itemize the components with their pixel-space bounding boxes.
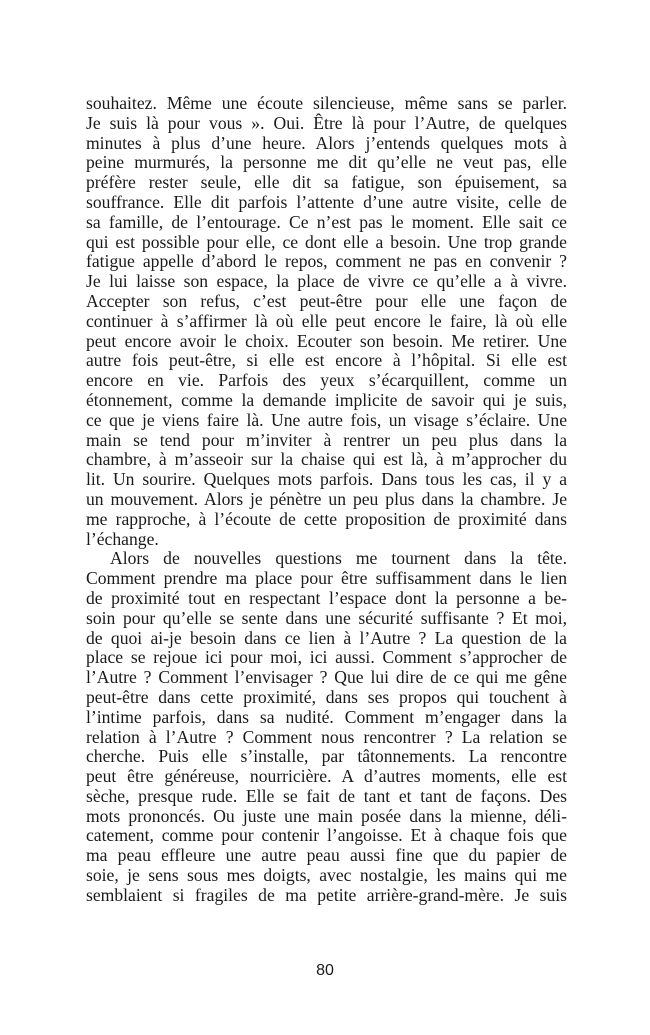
text-line: l’intime parfois, dans sa nudité. Comment m’engager dans la [86, 706, 567, 727]
text-line: Je suis là pour vous ». Oui. Être là pour l’Autre, de quelques [86, 112, 567, 133]
text-line: l’échange. [86, 528, 159, 549]
text-line: peut-être dans cette proximité, dans ses propos qui touchent à [86, 686, 567, 707]
text-line: sèche, presque rude. Elle se fait de tant et tant de façons. Des [86, 785, 567, 806]
text-line: main se tend pour m’inviter à rentrer un peu plus dans la [86, 429, 567, 450]
text-line: ma peau effleure une autre peau aussi fine que du papier de [86, 845, 567, 866]
text-line: encore en vie. Parfois des yeux s’écarquillent, comme un [86, 370, 567, 391]
text-line: peine murmurés, la personne me dit qu’elle ne veut pas, elle [86, 152, 567, 173]
text-line: souhaitez. Même une écoute silencieuse, même sans se parler. [86, 93, 567, 113]
text-line: Alors de nouvelles questions me tournent dans la tête. [110, 548, 567, 569]
text-line: préfère rester seule, elle dit sa fatigue, son épuisement, sa [86, 172, 567, 193]
text-line: Comment prendre ma place pour être suffisamment dans le lien [86, 568, 567, 589]
text-line: continuer à s’affirmer là où elle peut encore le faire, là où elle [86, 310, 567, 331]
text-line: lit. Un sourire. Quelques mots parfois. Dans tous les cas, il y a [86, 469, 567, 490]
text-line: fatigue appelle d’abord le repos, comment ne pas en convenir ? [86, 251, 567, 272]
text-line: l’Autre ? Comment l’envisager ? Que lui dire de ce qui me gêne [86, 667, 567, 688]
text-line: de quoi ai-je besoin dans ce lien à l’Autre ? La question de la [86, 627, 567, 648]
text-line: mots prononcés. Ou juste une main posée dans la mienne, déli- [86, 805, 567, 826]
text-line: semblaient si fragiles de ma petite arrière-grand-mère. Je suis [86, 884, 567, 905]
text-line: de proximité tout en respectant l’espace dont la personne a be- [86, 587, 567, 608]
text-line: chambre, à m’asseoir sur la chaise qui est là, à m’approcher du [86, 449, 567, 470]
page-number: 80 [316, 962, 334, 979]
text-line: ce que je viens faire là. Une autre fois, un visage s’éclaire. Une [86, 409, 567, 430]
text-line: peut encore avoir le choix. Ecouter son besoin. Me retirer. Une [86, 330, 567, 351]
text-line: Accepter son refus, c’est peut-être pour elle une façon de [86, 290, 567, 311]
text-line: sa famille, de l’entourage. Ce n’est pas le moment. Elle sait ce [86, 211, 567, 232]
text-line: Je lui laisse son espace, la place de vivre ce qu’elle a à vivre. [86, 271, 567, 292]
text-line: me rapproche, à l’écoute de cette proposition de proximité dans [86, 508, 567, 529]
text-line: autre fois peut-être, si elle est encore à l’hôpital. Si elle est [86, 350, 567, 371]
text-line: relation à l’Autre ? Comment nous rencontrer ? La relation se [86, 726, 567, 747]
text-line: place se rejoue ici pour moi, ici aussi. Comment s’approcher de [86, 647, 567, 668]
text-line: soin pour qu’elle se sente dans une sécurité suffisante ? Et moi, [86, 607, 567, 628]
text-line: cherche. Puis elle s’installe, par tâtonnements. La rencontre [86, 746, 567, 767]
text-line: peut être généreuse, nourricière. A d’autres moments, elle est [86, 766, 567, 787]
text-line: souffrance. Elle dit parfois l’attente d’une autre visite, celle de [86, 191, 567, 212]
text-line: catement, comme pour contenir l’angoisse. Et à chaque fois que [86, 825, 567, 846]
text-line: étonnement, comme la demande implicite de savoir qui je suis, [86, 389, 567, 410]
text-line: minutes à plus d’une heure. Alors j’entends quelques mots à [86, 132, 567, 153]
body-text [86, 94, 567, 906]
text-line: un mouvement. Alors je pénètre un peu plus dans la chambre. Je [86, 488, 567, 509]
text-line: qui est possible pour elle, ce dont elle a besoin. Une trop grande [86, 231, 567, 252]
text-line: soie, je sens sous mes doigts, avec nostalgie, les mains qui me [86, 865, 567, 886]
